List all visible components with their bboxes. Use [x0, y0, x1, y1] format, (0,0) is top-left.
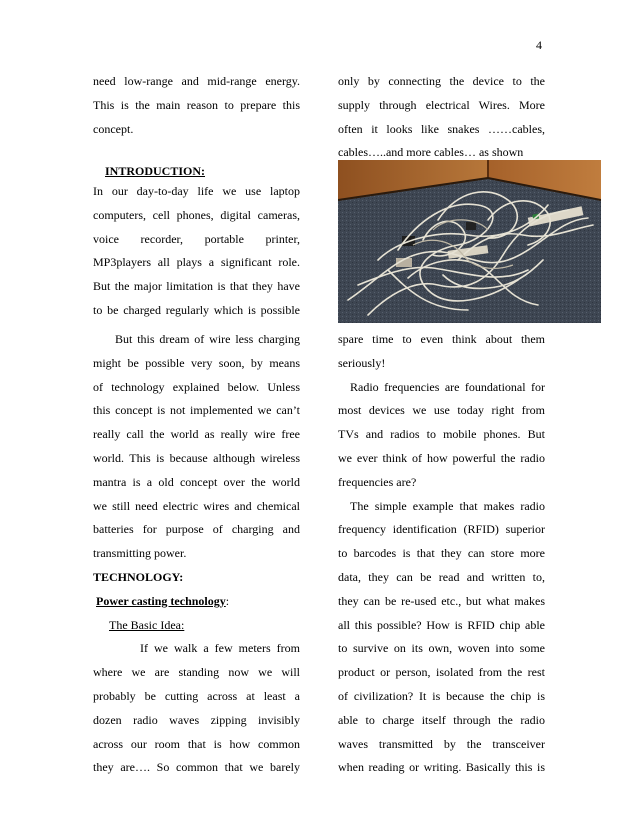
text-line: frequency identification (RFID) superior — [338, 522, 545, 537]
text-line: really call the world as really wire free — [93, 427, 300, 442]
bottom-left-column — [93, 328, 300, 780]
text-line: The simple example that makes radio — [350, 498, 545, 513]
text-line: they can be re-used etc., but what makes — [338, 593, 545, 608]
text-line: need low-range and mid-range energy. — [93, 74, 300, 88]
text-line: dozen radio waves zipping invisibly — [93, 712, 300, 727]
text-line: data, they can be read and written to, — [338, 569, 545, 584]
text-line: only by connecting the device to the — [338, 74, 545, 88]
text-line: we still need electric wires and chemical — [93, 498, 300, 513]
text-line: But this dream of wire less charging — [115, 332, 300, 346]
text-line: supply through electrical Wires. More — [338, 97, 545, 112]
text-line: to survive on its own, woven into some — [338, 641, 545, 656]
text-line: mantra is a old concept over the world — [93, 474, 300, 489]
text-line: to barcodes is that they can store more — [338, 546, 545, 561]
text-line: world. This is because although wireless — [93, 450, 300, 465]
text-line: waves transmitted by the transceiver — [338, 736, 545, 751]
top-right-column — [338, 70, 545, 165]
text-line: seriously! — [338, 355, 386, 370]
tangled-cables-photo-drawing — [338, 160, 601, 323]
text-line: frequencies are? — [338, 474, 417, 489]
text-line: they are…. So common that we barely — [93, 760, 300, 775]
text-line: all this possible? How is RFID chip able — [338, 617, 545, 632]
text-line: of technology explained below. Unless — [93, 379, 300, 394]
power-casting-heading: Power casting technology — [96, 593, 226, 608]
text-line: In our day-to-day life we use laptop — [93, 184, 300, 198]
text-line: this concept is not implemented we can’t — [93, 403, 300, 418]
text-line: If we walk a few meters from — [140, 641, 300, 656]
text-line: able to charge itself through the radio — [338, 712, 545, 727]
text-line: when reading or writing. Basically this is — [338, 760, 545, 775]
top-left-column — [93, 70, 300, 141]
text-line: concept. — [93, 121, 134, 136]
page-number: 4 — [536, 38, 542, 52]
text-line: voice recorder, portable printer, — [93, 231, 300, 246]
text-line: Radio frequencies are foundational for — [350, 379, 545, 394]
basic-idea-heading-line — [93, 614, 300, 638]
text-line: often it looks like snakes ……cables, — [338, 121, 545, 136]
text-line: might be possible very soon, by means — [93, 355, 300, 370]
text-line: product or person, isolated from the rest — [338, 665, 545, 680]
text-line: spare time to even think about them — [338, 332, 545, 346]
bottom-right-column — [338, 328, 545, 780]
introduction-heading: INTRODUCTION: — [105, 164, 206, 178]
text-line: across our room that is how common — [93, 736, 300, 751]
text-line: to be charged regularly which is possible — [93, 302, 300, 317]
text-line: cables…..and more cables… as shown — [338, 145, 524, 160]
text-line: batteries for purpose of charging and — [93, 522, 300, 537]
tangled-cables-photo — [338, 160, 601, 323]
power-casting-heading-line — [93, 590, 300, 614]
text-line: computers, cell phones, digital cameras, — [93, 207, 300, 222]
text-line: But the major limitation is that they have — [93, 279, 300, 294]
text-line: where we are standing now we will — [93, 665, 300, 680]
text-line: most devices we use today right from — [338, 403, 545, 418]
text-line: transmitting power. — [93, 546, 187, 561]
text-line: MP3players all plays a significant role. — [93, 255, 300, 270]
basic-idea-heading: The Basic Idea: — [109, 617, 185, 632]
power-casting-colon: : — [225, 593, 230, 608]
text-line: of civilization? It is because the chip is — [338, 688, 545, 703]
text-line: TVs and radios to mobile phones. But — [338, 427, 545, 442]
text-line: This is the main reason to prepare this — [93, 97, 300, 112]
text-line: we ever think of how powerful the radio — [338, 450, 545, 465]
introduction-paragraph — [93, 180, 300, 323]
text-line: probably be cutting across at least a — [93, 688, 300, 703]
technology-heading: TECHNOLOGY: — [93, 569, 184, 584]
